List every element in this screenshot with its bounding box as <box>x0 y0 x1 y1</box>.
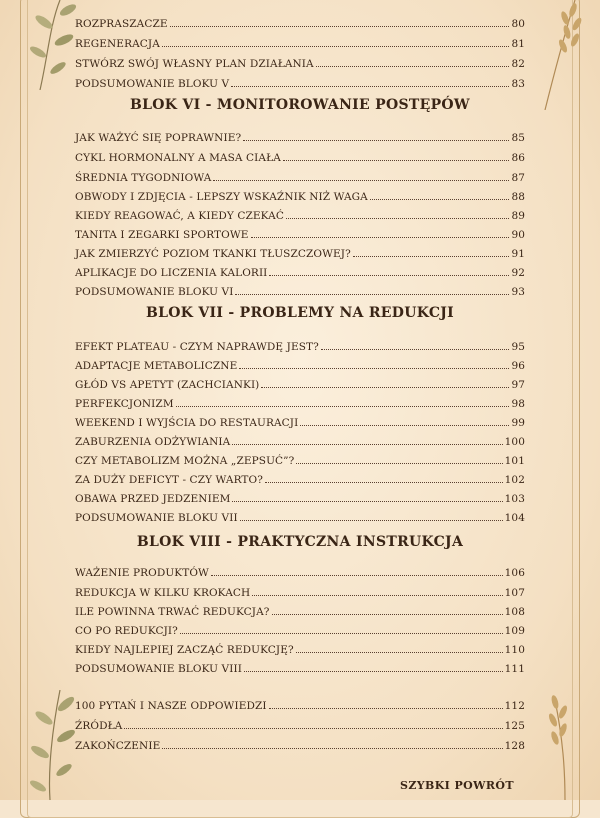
toc-entry-page: 125 <box>504 720 525 732</box>
toc-entry-page: 85 <box>511 132 525 144</box>
toc-entry[interactable] <box>75 72 525 90</box>
toc-entry-page: 104 <box>504 512 525 524</box>
toc-entry-label: APLIKACJE DO LICZENIA KALORII <box>75 267 268 279</box>
toc-entry[interactable] <box>75 223 525 241</box>
toc-entry-page: 97 <box>511 379 525 391</box>
dot-leader <box>124 727 502 729</box>
toc-entry[interactable] <box>75 638 525 656</box>
toc-entry-page: 86 <box>511 152 525 164</box>
dot-leader <box>269 274 509 276</box>
toc-entry[interactable] <box>75 335 525 353</box>
dot-leader <box>300 424 509 426</box>
toc-entry-label: PODSUMOWANIE BLOKU VIII <box>75 663 242 675</box>
toc-entry-page: 111 <box>504 663 525 675</box>
toc-entry[interactable] <box>75 166 525 184</box>
toc-entry-label: ZAKOŃCZENIE <box>75 740 161 752</box>
toc-entry-page: 108 <box>504 606 525 618</box>
toc-entry-page: 89 <box>511 210 525 222</box>
dot-leader <box>162 747 502 749</box>
dot-leader <box>180 632 503 634</box>
toc-entry-label: STWÓRZ SWÓJ WŁASNY PLAN DZIAŁANIA <box>75 58 314 70</box>
toc-entry-label: WEEKEND I WYJŚCIA DO RESTAURACJI <box>75 417 299 429</box>
toc-entry[interactable] <box>75 657 525 675</box>
toc-entry-page: 91 <box>511 248 525 260</box>
dot-leader <box>286 217 509 219</box>
toc-entry-page: 82 <box>511 58 525 70</box>
dot-leader <box>162 45 510 47</box>
toc-entry-page: 88 <box>511 191 525 203</box>
dot-leader <box>232 500 502 502</box>
toc-entry-label: REDUKCJA W KILKU KROKACH <box>75 587 251 599</box>
toc-entry-label: PODSUMOWANIE BLOKU VII <box>75 512 238 524</box>
toc-entry[interactable] <box>75 204 525 222</box>
dot-leader <box>370 198 510 200</box>
dot-leader <box>265 481 503 483</box>
toc-entry[interactable] <box>75 449 525 467</box>
dot-leader <box>252 594 502 596</box>
toc-entry-page: 101 <box>504 455 525 467</box>
toc-entry[interactable] <box>75 392 525 410</box>
dot-leader <box>321 348 510 350</box>
toc-entry-page: 92 <box>511 267 525 279</box>
toc-entry[interactable] <box>75 411 525 429</box>
toc-entry[interactable] <box>75 581 525 599</box>
section-heading: BLOK VIII - PRAKTYCZNA INSTRUKCJA <box>136 534 464 550</box>
toc-entry[interactable] <box>75 52 525 70</box>
toc-entry-page: 128 <box>504 740 525 752</box>
dot-leader <box>251 236 510 238</box>
toc-entry-page: 80 <box>511 18 525 30</box>
toc-entry-page: 93 <box>511 286 525 298</box>
toc-entry[interactable] <box>75 32 525 50</box>
toc-entry-label: WAŻENIE PRODUKTÓW <box>75 567 209 579</box>
toc-entry[interactable] <box>75 126 525 144</box>
toc-entry-label: ZA DUŻY DEFICYT - CZY WARTO? <box>75 474 263 486</box>
toc-entry[interactable] <box>75 619 525 637</box>
dot-leader <box>170 25 510 27</box>
toc-entry-label: CZY METABOLIZM MOŻNA „ZEPSUĆ”? <box>75 455 295 467</box>
dot-leader <box>244 670 503 672</box>
toc-entry-label: ROZPRASZACZE <box>75 18 168 30</box>
toc-entry[interactable] <box>75 242 525 260</box>
toc-entry-label: ŚREDNIA TYGODNIOWA <box>75 172 212 184</box>
toc-entry-label: CYKL HORMONALNY A MASA CIAŁA <box>75 152 281 164</box>
toc-entry-page: 99 <box>511 417 525 429</box>
toc-entry[interactable] <box>75 12 525 30</box>
dot-leader <box>243 139 509 141</box>
dot-leader <box>353 255 510 257</box>
toc-entry[interactable] <box>75 146 525 164</box>
toc-entry[interactable] <box>75 430 525 448</box>
dot-leader <box>296 651 503 653</box>
toc-entry-label: KIEDY NAJLEPIEJ ZACZĄĆ REDUKCJĘ? <box>75 644 294 656</box>
toc-entry[interactable] <box>75 280 525 298</box>
section-heading: BLOK VI - MONITOROWANIE POSTĘPÓW <box>130 97 470 113</box>
dot-leader <box>269 707 503 709</box>
toc-entry-page: 83 <box>511 78 525 90</box>
toc-entry-label: OBAWA PRZED JEDZENIEM <box>75 493 231 505</box>
toc-entry[interactable] <box>75 373 525 391</box>
dot-leader <box>283 159 510 161</box>
dot-leader <box>240 519 503 521</box>
toc-entry-page: 103 <box>504 493 525 505</box>
toc-entry-page: 106 <box>504 567 525 579</box>
toc-entry-page: 90 <box>511 229 525 241</box>
toc-entry-label: PODSUMOWANIE BLOKU VI <box>75 286 234 298</box>
toc-entry-label: JAK WAŻYĆ SIĘ POPRAWNIE? <box>75 132 242 144</box>
quick-return-link[interactable]: SZYBKI POWRÓT <box>400 779 514 792</box>
toc-entry[interactable] <box>75 506 525 524</box>
toc-entry-page: 96 <box>511 360 525 372</box>
dot-leader <box>231 85 509 87</box>
toc-entry[interactable] <box>75 261 525 279</box>
toc-entry-label: GŁÓD VS APETYT (ZACHCIANKI) <box>75 379 260 391</box>
leaf-branch-bottom-left-icon <box>20 690 80 800</box>
toc-entry[interactable] <box>75 561 525 579</box>
dot-leader <box>235 293 509 295</box>
toc-entry-page: 87 <box>511 172 525 184</box>
toc-entry-label: 100 PYTAŃ I NASZE ODPOWIEDZI <box>75 700 267 712</box>
toc-entry[interactable] <box>75 714 525 732</box>
toc-entry-label: EFEKT PLATEAU - CZYM NAPRAWDĘ JEST? <box>75 341 319 353</box>
toc-entry-page: 110 <box>504 644 525 656</box>
wheat-top-right-icon <box>535 0 595 110</box>
dot-leader <box>296 462 502 464</box>
toc-entry-label: PODSUMOWANIE BLOKU V <box>75 78 230 90</box>
toc-entry[interactable] <box>75 185 525 203</box>
dot-leader <box>232 443 502 445</box>
dot-leader <box>176 405 510 407</box>
toc-entry-page: 107 <box>504 587 525 599</box>
toc-entry-page: 98 <box>511 398 525 410</box>
toc-entry-label: ZABURZENIA ODŻYWIANIA <box>75 436 231 448</box>
section-heading: BLOK VII - PROBLEMY NA REDUKCJI <box>145 305 455 321</box>
dot-leader <box>239 367 509 369</box>
dot-leader <box>211 574 503 576</box>
leaf-branch-top-left-icon <box>20 0 80 90</box>
toc-entry[interactable] <box>75 734 525 752</box>
toc-entry-label: CO PO REDUKCJI? <box>75 625 178 637</box>
dot-leader <box>213 179 509 181</box>
toc-entry-label: REGENERACJA <box>75 38 160 50</box>
toc-entry-label: KIEDY REAGOWAĆ, A KIEDY CZEKAĆ <box>75 210 284 222</box>
wheat-bottom-right-icon <box>535 690 595 800</box>
toc-entry-label: PERFEKCJONIZM <box>75 398 174 410</box>
toc-entry[interactable] <box>75 600 525 618</box>
toc-entry-label: OBWODY I ZDJĘCIA - LEPSZY WSKAŹNIK NIŻ WAGA <box>75 191 368 203</box>
toc-entry-page: 109 <box>504 625 525 637</box>
toc-entry[interactable] <box>75 487 525 505</box>
toc-entry-label: ILE POWINNA TRWAĆ REDUKCJA? <box>75 606 270 618</box>
toc-entry-label: ŹRÓDŁA <box>75 720 123 732</box>
toc-entry-label: ADAPTACJE METABOLICZNE <box>75 360 238 372</box>
toc-entry[interactable] <box>75 468 525 486</box>
toc-entry-page: 81 <box>511 38 525 50</box>
toc-entry-label: TANITA I ZEGARKI SPORTOWE <box>75 229 249 241</box>
dot-leader <box>272 613 503 615</box>
toc-entry[interactable] <box>75 694 525 712</box>
toc-entry[interactable] <box>75 354 525 372</box>
toc-entry-page: 100 <box>504 436 525 448</box>
toc-entry-label: JAK ZMIERZYĆ POZIOM TKANKI TŁUSZCZOWEJ? <box>75 248 351 260</box>
toc-entry-page: 112 <box>504 700 525 712</box>
dot-leader <box>316 65 510 67</box>
dot-leader <box>261 386 509 388</box>
toc-entry-page: 95 <box>511 341 525 353</box>
toc-entry-page: 102 <box>504 474 525 486</box>
